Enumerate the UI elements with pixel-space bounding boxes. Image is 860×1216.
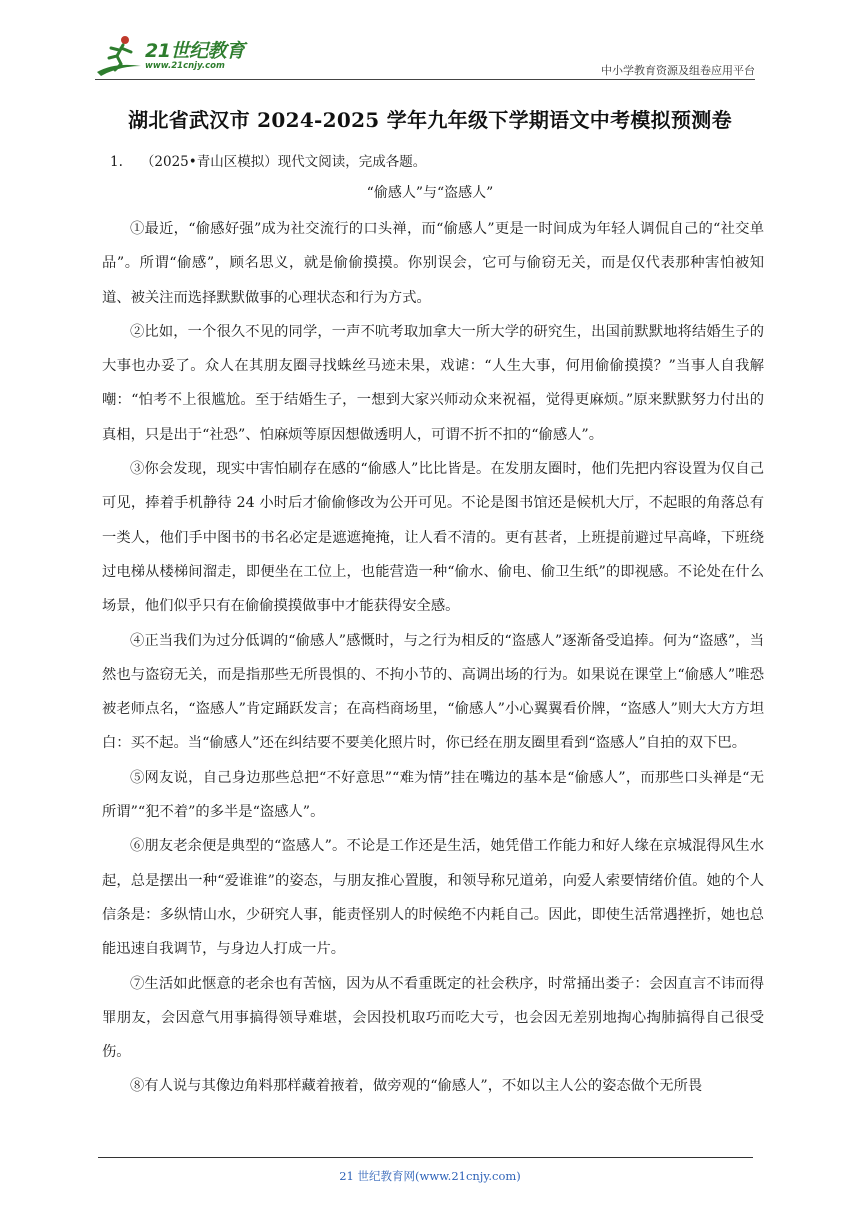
page-title: 湖北省武汉市 2024-2025 学年九年级下学期语文中考模拟预测卷: [128, 108, 732, 132]
paragraph: ⑧有人说与其像边角料那样藏着掖着，做旁观的“偷感人”，不如以主人公的姿态做个无所畏: [130, 1078, 703, 1095]
question-text: （2025•青山区模拟）现代文阅读，完成各题。: [140, 154, 427, 170]
footer-link[interactable]: 21 世纪教育网(www.21cnjy.com): [339, 1169, 521, 1183]
paragraph: ⑤网友说，自己身边那些总把“不好意思”“难为情”挂在嘴边的基本是“偷感人”，而那些口头禅是“无所谓”“犯不着”的多半是“盗感人”。: [102, 769, 764, 821]
logo-url: www.21cnjy.com: [145, 61, 225, 71]
paragraph: ⑦生活如此惬意的老余也有苦恼，因为从不看重既定的社会秩序，时常捅出娄子：会因直言不讳而得罪朋友，会因意气用事搞得领导难堪，会因投机取巧而吃大亏，也会因无差别地掏心掏肺搞得自己很受伤。: [102, 975, 764, 1061]
page-header: [95, 30, 755, 80]
running-figure-icon: [95, 32, 145, 78]
logo-text: 21世纪教育: [145, 40, 245, 62]
paragraph: ②比如，一个很久不见的同学，一声不吭考取加拿大一所大学的研究生，出国前默默地将结婚生子的大事也办妥了。众人在其朋友圈寻找蛛丝马迹未果，戏谑：“人生大事，何用偷偷摸摸？”当事人自我解嘲：“怕考不上很尴尬。至于结婚生子，一想到大家兴师动众来祝福，觉得更麻烦。”原来默默努力付出的真相，只是出于“社恐”、怕麻烦等原因想做透明人，可谓不折不扣的“偷感人”。: [102, 323, 764, 443]
paragraph: ④正当我们为过分低调的“偷感人”感慨时，与之行为相反的“盗感人”逐渐备受追捧。何为“盗感”，当然也与盗窃无关，而是指那些无所畏惧的、不拘小节的、高调出场的行为。如果说在课堂上“偷感人”唯恐被老师点名，“盗感人”肯定踊跃发言；在高档商场里，“偷感人”小心翼翼看价牌，“盗感人”则大大方方坦白：买不起。当“偷感人”还在纠结要不要美化照片时，你已经在朋友圈里看到“盗感人”自拍的双下巴。: [102, 632, 764, 752]
paragraph: ③你会发现，现实中害怕刷存在感的“偷感人”比比皆是。在发朋友圈时，他们先把内容设置为仅自己可见，捧着手机静待 24 小时后才偷偷修改为公开可见。不论是图书馆还是候机大厅，不起眼的角落总有一类人，他们手中图书的书名必定是遮遮掩掩，让人看不清的。更有甚者，上班提前避过早高峰，下班绕过电梯从楼梯间溜走，即便坐在工位上，也能营造一种“偷水、偷电、偷卫生纸”的即视感。不论处在什么场景，他们似乎只有在偷偷摸摸做事中才能获得安全感。: [102, 461, 764, 615]
article-body: [102, 212, 764, 1104]
site-logo[interactable]: [95, 32, 265, 78]
footer-divider: [98, 1157, 753, 1158]
paragraph: ①最近，“偷感好强”成为社交流行的口头禅，而“偷感人”更是一时间成为年轻人调侃自己的“社交单品”。所谓“偷感”，顾名思义，就是偷偷摸摸。你别误会，它可与偷窃无关，而是仅代表那种害怕被知道、被关注而选择默默做事的心理状态和行为方式。: [102, 221, 764, 306]
header-divider: [95, 79, 755, 80]
header-tagline: 中小学教育资源及组卷应用平台: [601, 64, 755, 77]
question-stem: [110, 150, 426, 170]
paragraph: ⑥朋友老余便是典型的“盗感人”。不论是工作还是生活，她凭借工作能力和好人缘在京城混得风生水起，总是摆出一种“爱谁谁”的姿态，与朋友推心置腹，和领导称兄道弟，向爱人索要情绪价值。她的个人信条是：多纵情山水，少研究人事，能责怪别人的时候绝不内耗自己。因此，即使生活常遇挫折，她也总能迅速自我调节，与身边人打成一片。: [102, 838, 764, 958]
question-number: 1.: [110, 154, 123, 170]
article-title: “偷感人”与“盗感人”: [366, 185, 494, 201]
